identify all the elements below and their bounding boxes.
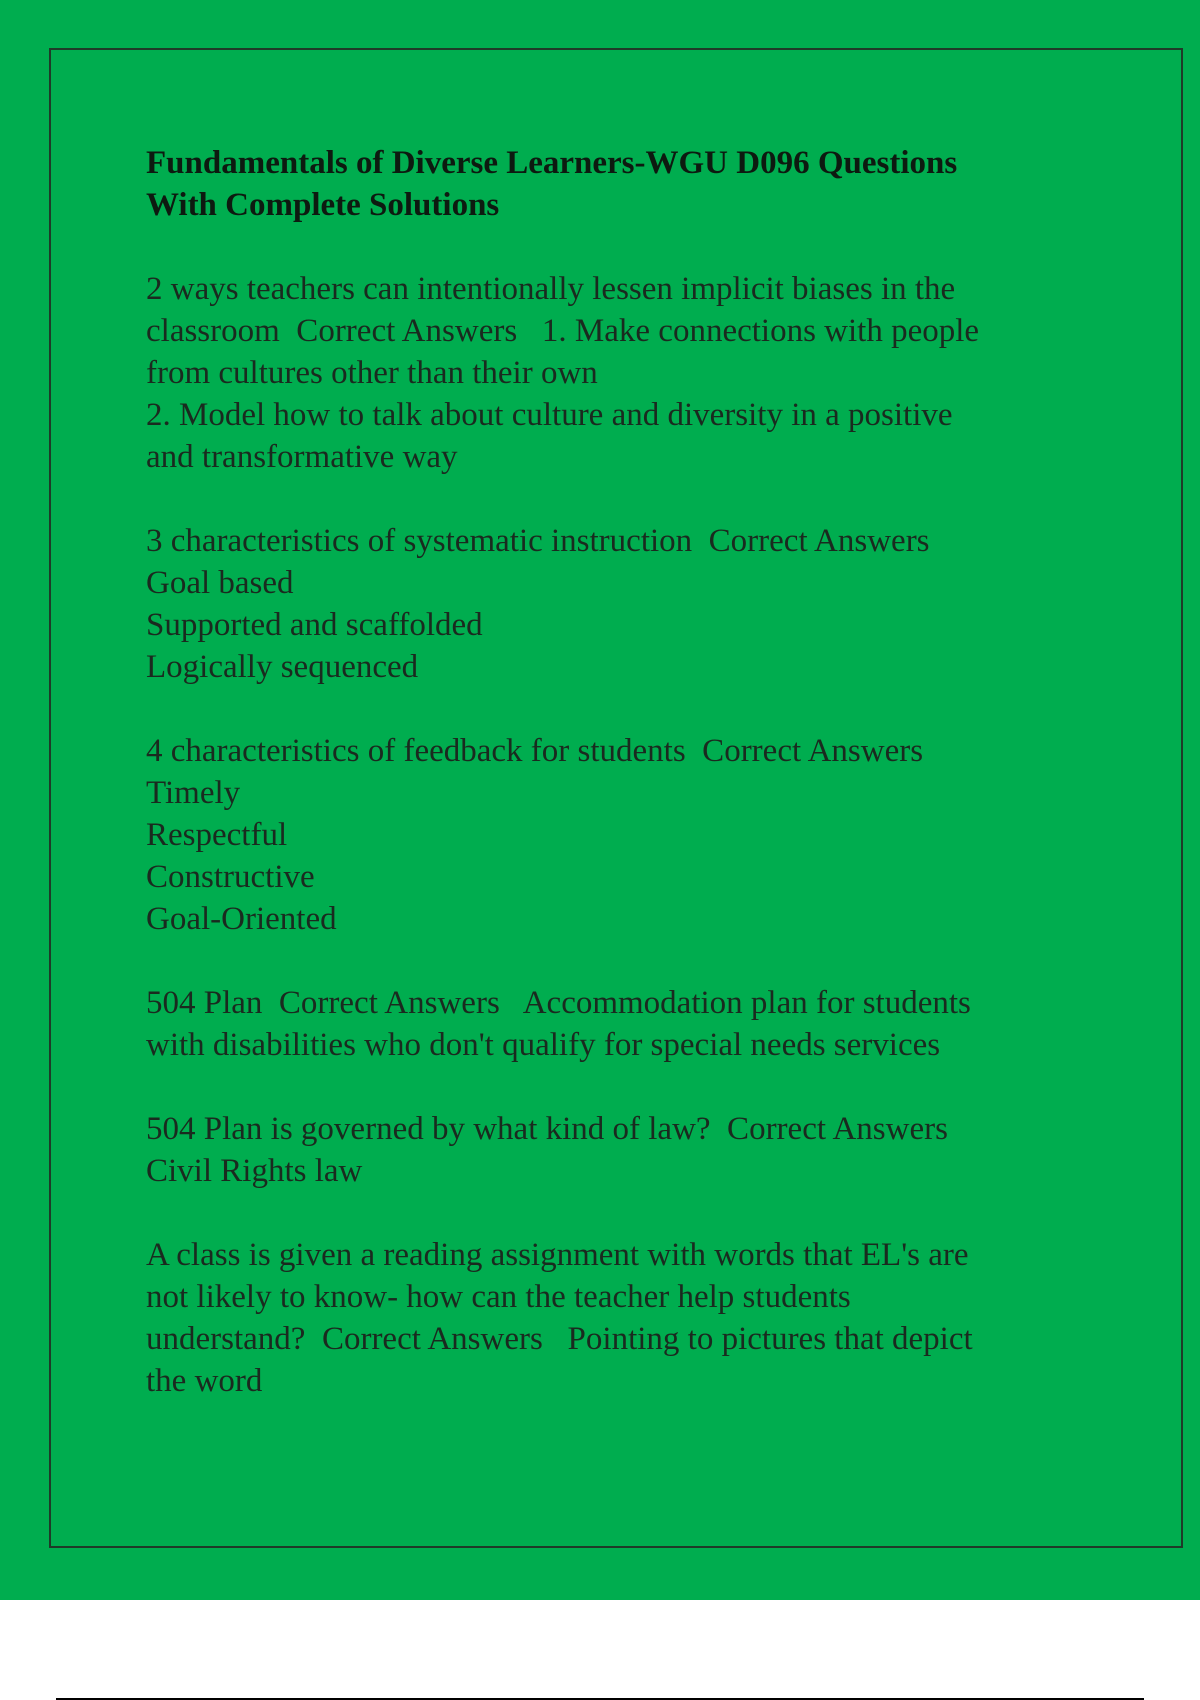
- document-title-line: Fundamentals of Diverse Learners-WGU D096 Questions: [146, 145, 958, 181]
- qa-line: Logically sequenced: [146, 649, 419, 685]
- qa-item-systematic-instruction: [146, 520, 1106, 688]
- qa-line: Goal-Oriented: [146, 901, 337, 937]
- qa-item-504-plan: [146, 982, 1106, 1066]
- qa-line: Supported and scaffolded: [146, 607, 483, 643]
- qa-line: 3 characteristics of systematic instruction Correct Answers: [146, 523, 930, 559]
- qa-line: Respectful: [146, 817, 288, 853]
- qa-line: not likely to know- how can the teacher help students: [146, 1279, 851, 1315]
- qa-item-504-plan-law: [146, 1108, 1106, 1192]
- qa-item-feedback-characteristics: [146, 730, 1106, 940]
- qa-line: with disabilities who don't qualify for special needs services: [146, 1027, 941, 1063]
- qa-line: 504 Plan Correct Answers Accommodation plan for students: [146, 985, 971, 1021]
- qa-line: classroom Correct Answers 1. Make connections with people: [146, 313, 980, 349]
- document-title: [146, 142, 1106, 226]
- qa-line: Constructive: [146, 859, 315, 895]
- document-body: [146, 142, 1106, 1444]
- qa-line: understand? Correct Answers Pointing to pictures that depict: [146, 1321, 973, 1357]
- document-title-line: With Complete Solutions: [146, 187, 500, 223]
- qa-line: Goal based: [146, 565, 294, 601]
- qa-line: 4 characteristics of feedback for students Correct Answers: [146, 733, 924, 769]
- qa-item-implicit-biases: [146, 268, 1106, 478]
- qa-item-el-reading-assignment: [146, 1234, 1106, 1402]
- qa-line: Civil Rights law: [146, 1153, 363, 1189]
- qa-line: A class is given a reading assignment with words that EL's are: [146, 1237, 969, 1273]
- qa-line: and transformative way: [146, 439, 458, 475]
- qa-line: from cultures other than their own: [146, 355, 598, 391]
- qa-line: 2 ways teachers can intentionally lessen implicit biases in the: [146, 271, 956, 307]
- qa-line: Timely: [146, 775, 241, 811]
- qa-line: the word: [146, 1363, 263, 1399]
- qa-line: 504 Plan is governed by what kind of law? Correct Answers: [146, 1111, 948, 1147]
- qa-line: 2. Model how to talk about culture and diversity in a positive: [146, 397, 953, 433]
